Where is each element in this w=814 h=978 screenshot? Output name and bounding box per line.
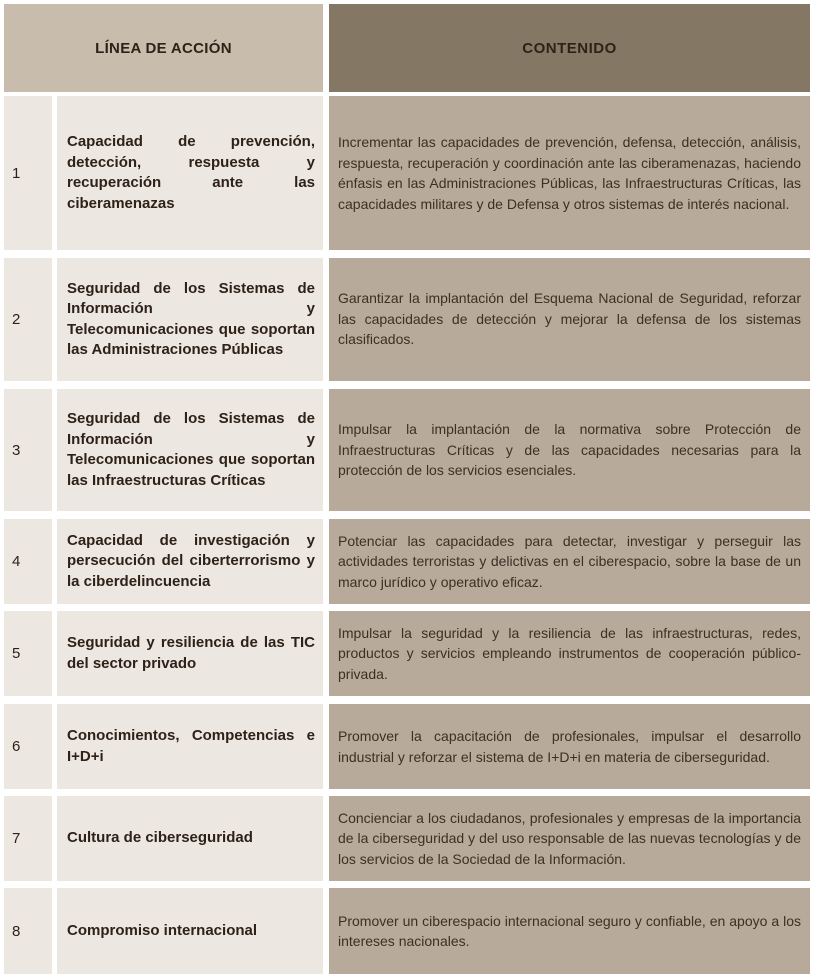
row-content — [329, 611, 810, 696]
column-header-content-label: CONTENIDO — [522, 39, 617, 57]
row-title — [57, 796, 323, 881]
row-content — [329, 389, 810, 511]
row-title — [57, 519, 323, 604]
row-title-text: Seguridad de los Sistemas de Información y Telecomunicaciones que soportan las Infraestructuras Críticas — [67, 410, 315, 489]
row-content-text: Concienciar a los ciudadanos, profesionales y empresas de la importancia de la ciberseguridad y del uso responsable de las nuevas tecnologías y de los servicios de la Sociedad de la Información. — [338, 809, 801, 867]
row-number — [4, 796, 52, 881]
row-content — [329, 258, 810, 381]
row-title-text: Capacidad de prevención, detección, respuesta y recuperación ante las ciberamenazas — [67, 133, 315, 212]
row-content-text: Promover un ciberespacio internacional seguro y confiable, en apoyo a los intereses nacionales. — [338, 912, 801, 949]
row-number-text: 1 — [12, 164, 21, 182]
row-content-text: Garantizar la implantación del Esquema Nacional de Seguridad, reforzar las capacidades de detección y mejorar la defensa de los sistemas clasificados. — [338, 290, 801, 347]
row-number — [4, 888, 52, 974]
row-title-text: Seguridad y resiliencia de las TIC del sector privado — [67, 634, 315, 672]
row-number-text: 7 — [12, 830, 21, 847]
row-number — [4, 96, 52, 250]
row-number — [4, 704, 52, 789]
column-header-line — [4, 4, 323, 92]
row-number — [4, 611, 52, 696]
row-content-text: Incrementar las capacidades de prevención, defensa, detección, análisis, respuesta, recuperación y coordinación ante las ciberamenazas, haciendo énfasis en las Administraciones Públicas, las Infraestructuras Críticas, las capacidades militares y de Defensa y otros sistemas de interés nacional. — [338, 134, 801, 212]
row-title-text: Cultura de ciberseguridad — [67, 829, 253, 847]
row-content-text: Impulsar la implantación de la normativa sobre Protección de Infraestructuras Críticas y de las capacidades necesarias para la protección de los servicios esenciales. — [338, 421, 801, 478]
row-number-text: 6 — [12, 738, 21, 755]
row-number-text: 8 — [12, 922, 21, 940]
row-number-text: 2 — [12, 311, 21, 328]
row-title — [57, 611, 323, 696]
row-title — [57, 96, 323, 250]
row-number — [4, 519, 52, 604]
row-number-text: 3 — [12, 441, 21, 459]
row-title-text: Capacidad de investigación y persecución del ciberterrorismo y la ciberdelincuencia — [67, 531, 315, 590]
row-number — [4, 389, 52, 511]
row-title-text: Compromiso internacional — [67, 921, 258, 939]
row-title — [57, 704, 323, 789]
row-number — [4, 258, 52, 381]
row-content — [329, 704, 810, 789]
row-title — [57, 888, 323, 974]
row-content-text: Impulsar la seguridad y la resiliencia de las infraestructuras, redes, productos y servicios empleando instrumentos de cooperación público-privada. — [338, 624, 801, 682]
row-number-text: 4 — [12, 553, 21, 570]
row-title — [57, 389, 323, 511]
row-content — [329, 888, 810, 974]
row-content — [329, 519, 810, 604]
row-content — [329, 96, 810, 250]
column-header-content — [329, 4, 810, 92]
row-content-text: Promover la capacitación de profesionales, impulsar el desarrollo industrial y reforzar el sistema de I+D+i en materia de ciberseguridad. — [338, 728, 801, 765]
row-title — [57, 258, 323, 381]
row-content-text: Potenciar las capacidades para detectar, investigar y perseguir las actividades terroristas y delictivas en el ciberespacio, sobre la base de un marco jurídico y operativo eficaz. — [338, 532, 801, 590]
row-title-text: Conocimientos, Competencias e I+D+i — [67, 727, 315, 765]
row-content — [329, 796, 810, 881]
column-header-line-label: LÍNEA DE ACCIÓN — [95, 39, 232, 57]
row-title-text: Seguridad de los Sistemas de Información y Telecomunicaciones que soportan las Administraciones Públicas — [67, 279, 315, 358]
row-number-text: 5 — [12, 645, 21, 662]
